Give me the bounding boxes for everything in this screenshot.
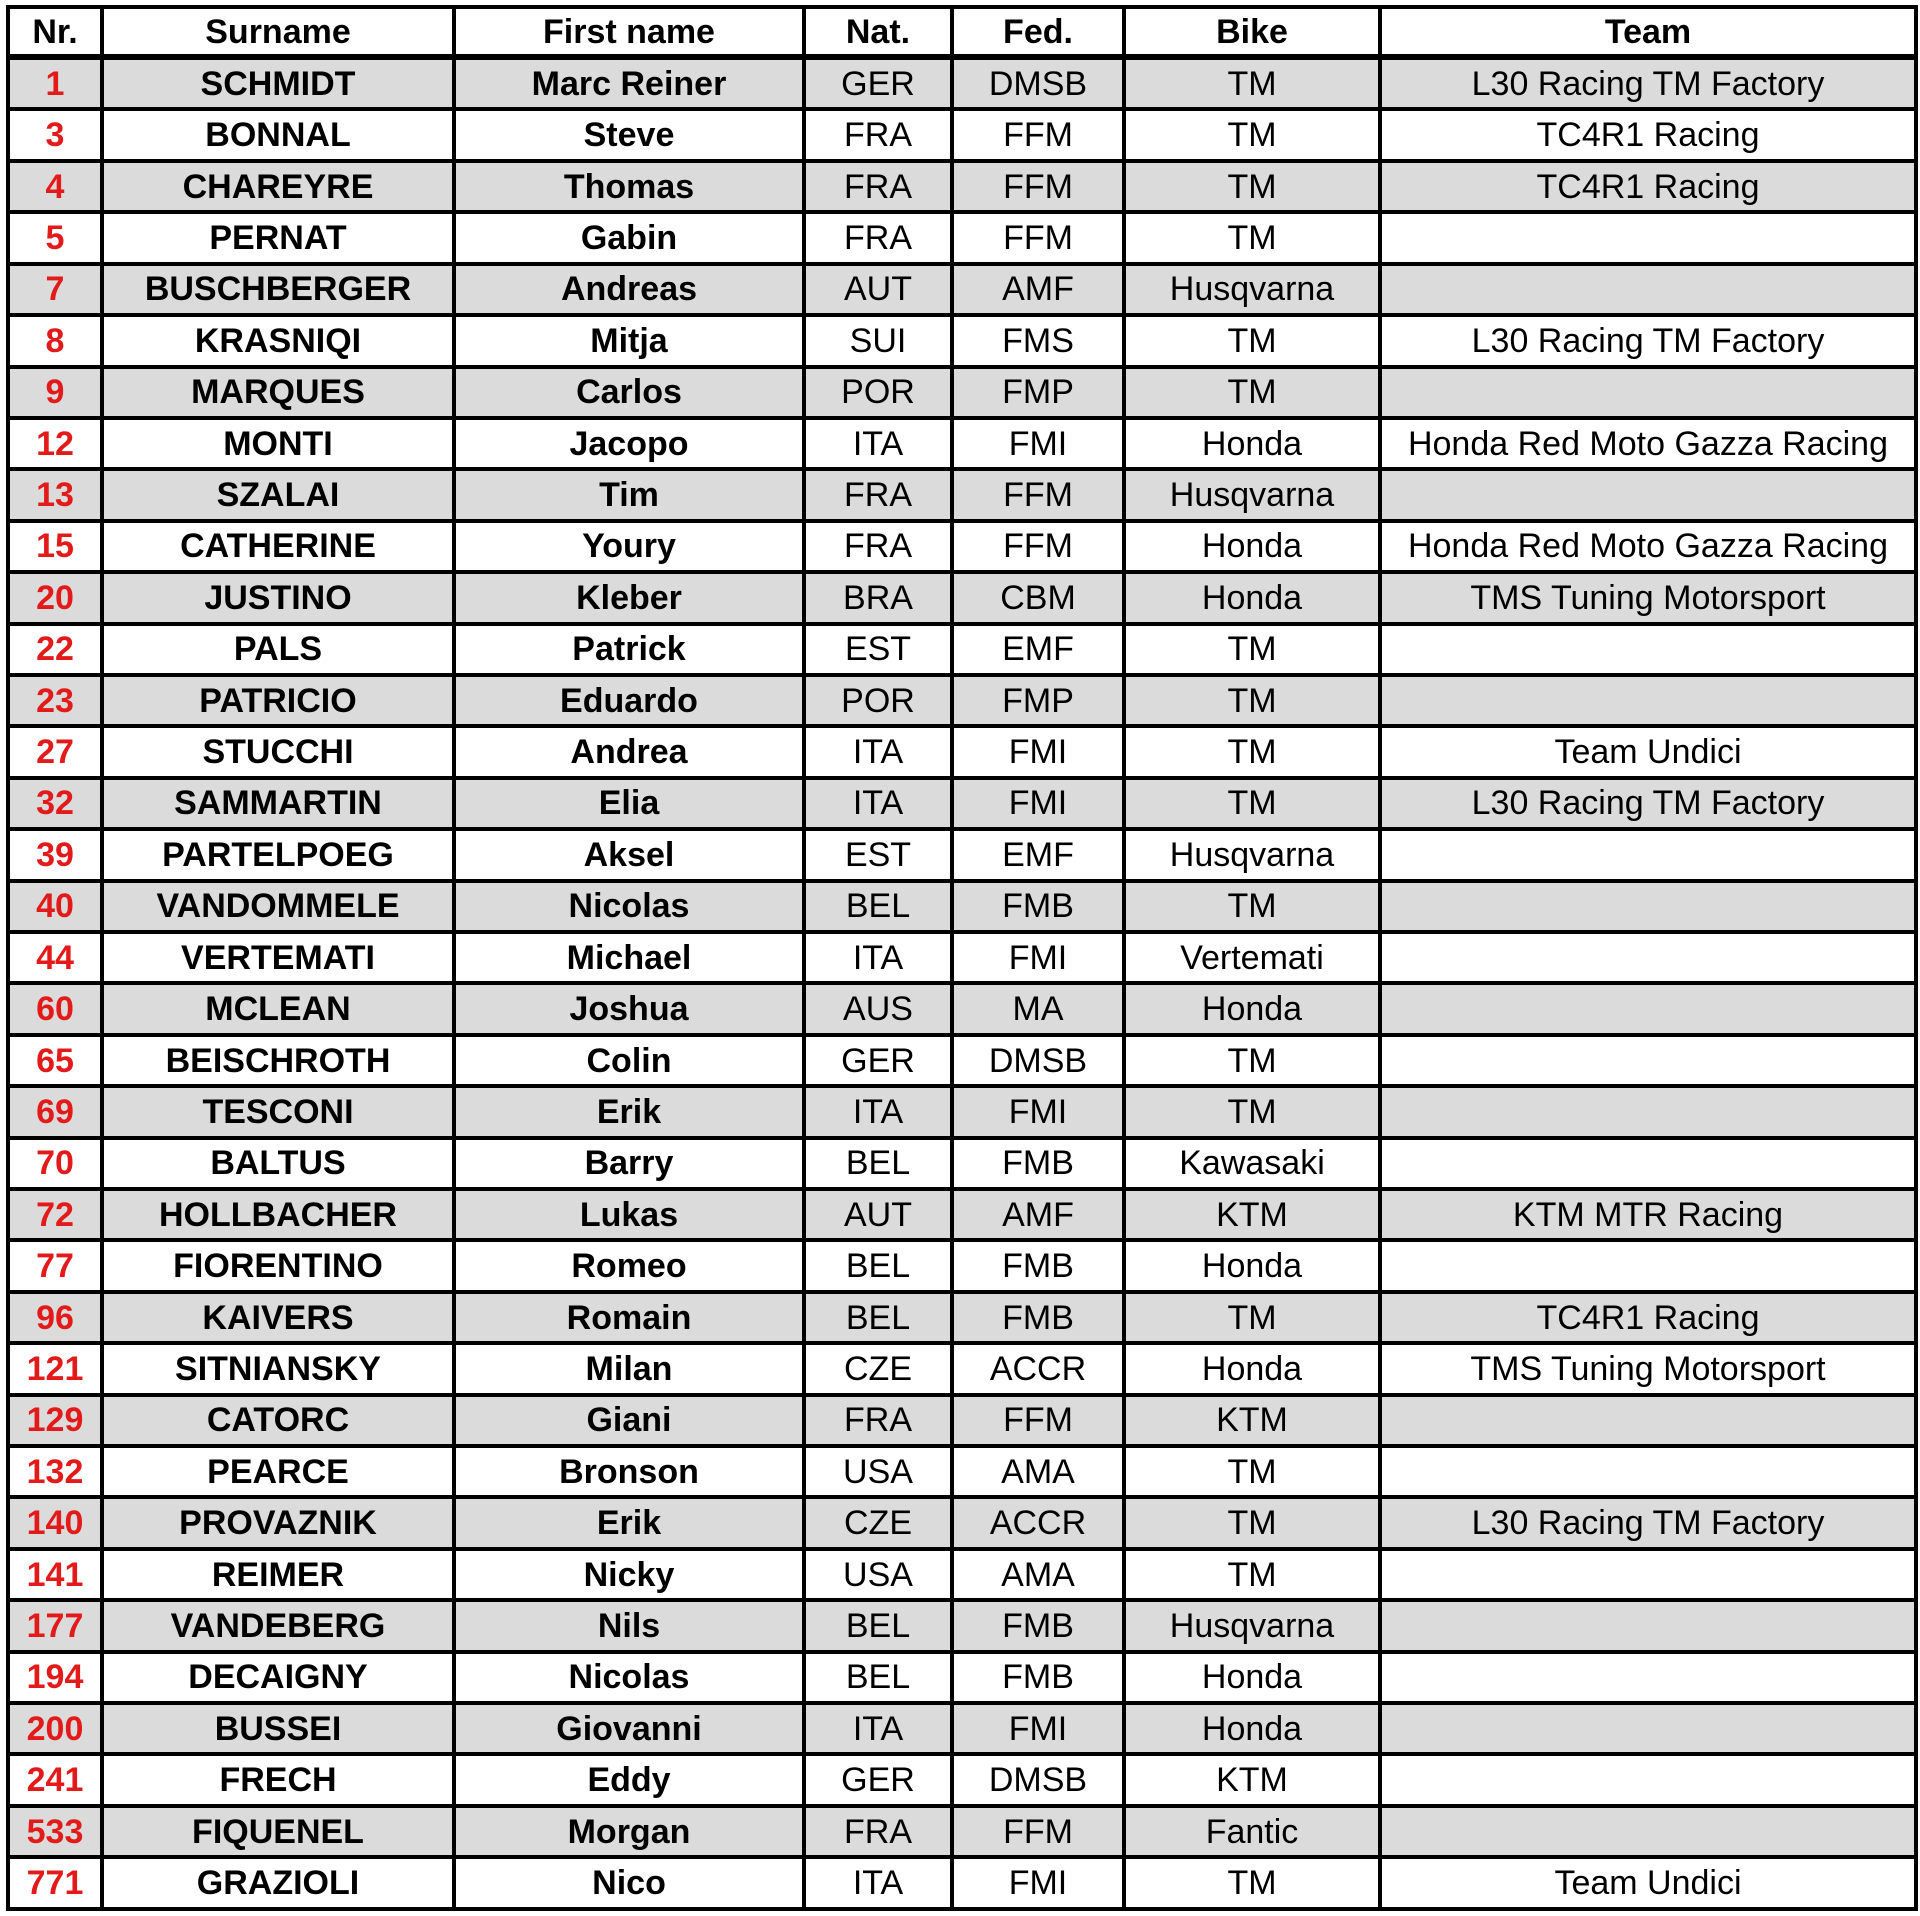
rider-first-name: Tim [454, 469, 804, 520]
rider-surname: BUSCHBERGER [102, 264, 454, 315]
rider-surname: CATORC [102, 1395, 454, 1446]
rider-first-name: Kleber [454, 572, 804, 623]
rider-number: 241 [8, 1754, 102, 1805]
rider-number: 77 [8, 1240, 102, 1291]
rider-nationality: FRA [804, 109, 952, 160]
table-row [8, 1086, 1916, 1137]
rider-number: 3 [8, 109, 102, 160]
rider-bike: Honda [1124, 1703, 1380, 1754]
rider-federation: FMI [952, 726, 1124, 777]
rider-first-name: Youry [454, 521, 804, 572]
rider-first-name: Aksel [454, 829, 804, 880]
rider-surname: FIORENTINO [102, 1240, 454, 1291]
table-row [8, 521, 1916, 572]
rider-surname: BONNAL [102, 109, 454, 160]
rider-team [1380, 1549, 1916, 1600]
rider-first-name: Marc Reiner [454, 57, 804, 109]
rider-first-name: Bronson [454, 1446, 804, 1497]
rider-surname: SAMMARTIN [102, 778, 454, 829]
rider-team [1380, 624, 1916, 675]
table-row [8, 1035, 1916, 1086]
rider-number: 140 [8, 1497, 102, 1548]
rider-first-name: Erik [454, 1086, 804, 1137]
rider-nationality: ITA [804, 1857, 952, 1909]
rider-surname: SITNIANSKY [102, 1343, 454, 1394]
rider-bike: Honda [1124, 418, 1380, 469]
rider-surname: STUCCHI [102, 726, 454, 777]
rider-federation: FMB [952, 1292, 1124, 1343]
rider-federation: EMF [952, 829, 1124, 880]
rider-federation: FMI [952, 1703, 1124, 1754]
table-row [8, 1446, 1916, 1497]
rider-number: 4 [8, 161, 102, 212]
table-row [8, 881, 1916, 932]
rider-bike: TM [1124, 315, 1380, 366]
rider-federation: FFM [952, 161, 1124, 212]
rider-nationality: POR [804, 367, 952, 418]
rider-team: L30 Racing TM Factory [1380, 315, 1916, 366]
rider-first-name: Romeo [454, 1240, 804, 1291]
rider-first-name: Gabin [454, 212, 804, 263]
rider-federation: DMSB [952, 1754, 1124, 1805]
header-surname: Surname [102, 7, 454, 57]
rider-team [1380, 1600, 1916, 1651]
rider-nationality: BEL [804, 1138, 952, 1189]
rider-federation: FMS [952, 315, 1124, 366]
rider-bike: TM [1124, 624, 1380, 675]
rider-first-name: Nicolas [454, 1652, 804, 1703]
table-row [8, 1857, 1916, 1909]
rider-federation: MA [952, 983, 1124, 1034]
rider-first-name: Colin [454, 1035, 804, 1086]
table-row [8, 1189, 1916, 1240]
table-row [8, 572, 1916, 623]
rider-surname: VERTEMATI [102, 932, 454, 983]
rider-first-name: Joshua [454, 983, 804, 1034]
rider-surname: SZALAI [102, 469, 454, 520]
rider-surname: PARTELPOEG [102, 829, 454, 880]
rider-nationality: BEL [804, 1240, 952, 1291]
rider-surname: JUSTINO [102, 572, 454, 623]
rider-number: 9 [8, 367, 102, 418]
rider-number: 65 [8, 1035, 102, 1086]
table-row [8, 1343, 1916, 1394]
rider-team: L30 Racing TM Factory [1380, 778, 1916, 829]
rider-first-name: Jacopo [454, 418, 804, 469]
header-nr: Nr. [8, 7, 102, 57]
rider-federation: FMP [952, 367, 1124, 418]
rider-bike: TM [1124, 1292, 1380, 1343]
rider-surname: BALTUS [102, 1138, 454, 1189]
rider-first-name: Lukas [454, 1189, 804, 1240]
rider-team: L30 Racing TM Factory [1380, 1497, 1916, 1548]
rider-bike: Honda [1124, 1343, 1380, 1394]
rider-number: 70 [8, 1138, 102, 1189]
rider-surname: CATHERINE [102, 521, 454, 572]
rider-team: KTM MTR Racing [1380, 1189, 1916, 1240]
rider-first-name: Steve [454, 109, 804, 160]
table-row [8, 1652, 1916, 1703]
rider-number: 72 [8, 1189, 102, 1240]
rider-bike: TM [1124, 57, 1380, 109]
rider-surname: KRASNIQI [102, 315, 454, 366]
rider-number: 1 [8, 57, 102, 109]
rider-team [1380, 469, 1916, 520]
rider-nationality: EST [804, 624, 952, 675]
rider-first-name: Mitja [454, 315, 804, 366]
table-row [8, 367, 1916, 418]
table-row [8, 264, 1916, 315]
rider-number: 533 [8, 1806, 102, 1857]
rider-nationality: ITA [804, 418, 952, 469]
rider-nationality: BEL [804, 881, 952, 932]
table-row [8, 1754, 1916, 1805]
rider-surname: PROVAZNIK [102, 1497, 454, 1548]
rider-nationality: USA [804, 1446, 952, 1497]
rider-surname: BEISCHROTH [102, 1035, 454, 1086]
rider-federation: AMF [952, 1189, 1124, 1240]
rider-team [1380, 1395, 1916, 1446]
rider-federation: DMSB [952, 57, 1124, 109]
rider-team [1380, 1240, 1916, 1291]
table-row [8, 418, 1916, 469]
rider-federation: FFM [952, 1395, 1124, 1446]
rider-bike: Husqvarna [1124, 469, 1380, 520]
rider-first-name: Romain [454, 1292, 804, 1343]
table-row [8, 1703, 1916, 1754]
rider-federation: CBM [952, 572, 1124, 623]
table-row [8, 829, 1916, 880]
rider-first-name: Nico [454, 1857, 804, 1909]
table-row [8, 1600, 1916, 1651]
table-row [8, 161, 1916, 212]
rider-nationality: ITA [804, 1086, 952, 1137]
rider-bike: TM [1124, 881, 1380, 932]
rider-federation: FMI [952, 1086, 1124, 1137]
table-row [8, 109, 1916, 160]
rider-nationality: AUT [804, 1189, 952, 1240]
rider-first-name: Barry [454, 1138, 804, 1189]
rider-nationality: BEL [804, 1600, 952, 1651]
rider-federation: AMF [952, 264, 1124, 315]
rider-nationality: CZE [804, 1343, 952, 1394]
rider-surname: PATRICIO [102, 675, 454, 726]
rider-surname: DECAIGNY [102, 1652, 454, 1703]
rider-number: 132 [8, 1446, 102, 1497]
rider-first-name: Milan [454, 1343, 804, 1394]
rider-surname: KAIVERS [102, 1292, 454, 1343]
rider-team [1380, 1086, 1916, 1137]
rider-bike: Husqvarna [1124, 829, 1380, 880]
rider-federation: FMI [952, 1857, 1124, 1909]
rider-team: TC4R1 Racing [1380, 109, 1916, 160]
rider-surname: FRECH [102, 1754, 454, 1805]
rider-team: Honda Red Moto Gazza Racing [1380, 418, 1916, 469]
rider-nationality: POR [804, 675, 952, 726]
rider-team: Honda Red Moto Gazza Racing [1380, 521, 1916, 572]
table-row [8, 726, 1916, 777]
rider-number: 44 [8, 932, 102, 983]
table-row [8, 1240, 1916, 1291]
rider-federation: FFM [952, 1806, 1124, 1857]
rider-team [1380, 1703, 1916, 1754]
rider-number: 69 [8, 1086, 102, 1137]
rider-nationality: ITA [804, 932, 952, 983]
rider-number: 22 [8, 624, 102, 675]
table-row [8, 1138, 1916, 1189]
rider-first-name: Morgan [454, 1806, 804, 1857]
rider-federation: FMB [952, 1652, 1124, 1703]
rider-nationality: USA [804, 1549, 952, 1600]
rider-number: 5 [8, 212, 102, 263]
rider-number: 40 [8, 881, 102, 932]
rider-nationality: GER [804, 57, 952, 109]
rider-federation: EMF [952, 624, 1124, 675]
rider-nationality: BEL [804, 1652, 952, 1703]
rider-bike: TM [1124, 1497, 1380, 1548]
header-row [8, 7, 1916, 57]
rider-team: L30 Racing TM Factory [1380, 57, 1916, 109]
rider-surname: PERNAT [102, 212, 454, 263]
rider-number: 129 [8, 1395, 102, 1446]
rider-bike: TM [1124, 726, 1380, 777]
rider-surname: GRAZIOLI [102, 1857, 454, 1909]
header-nat: Nat. [804, 7, 952, 57]
rider-nationality: SUI [804, 315, 952, 366]
rider-team [1380, 932, 1916, 983]
header-team: Team [1380, 7, 1916, 57]
table-body [8, 57, 1916, 1909]
rider-first-name: Elia [454, 778, 804, 829]
rider-bike: KTM [1124, 1189, 1380, 1240]
rider-nationality: AUS [804, 983, 952, 1034]
table-row [8, 624, 1916, 675]
table-row [8, 1806, 1916, 1857]
rider-nationality: CZE [804, 1497, 952, 1548]
rider-first-name: Michael [454, 932, 804, 983]
rider-bike: Honda [1124, 572, 1380, 623]
rider-bike: TM [1124, 367, 1380, 418]
rider-number: 121 [8, 1343, 102, 1394]
rider-entry-table [6, 5, 1918, 1911]
rider-bike: Honda [1124, 1240, 1380, 1291]
rider-team: Team Undici [1380, 1857, 1916, 1909]
header-bike: Bike [1124, 7, 1380, 57]
rider-federation: FMI [952, 778, 1124, 829]
rider-surname: BUSSEI [102, 1703, 454, 1754]
rider-federation: AMA [952, 1549, 1124, 1600]
rider-federation: FMB [952, 1240, 1124, 1291]
rider-bike: KTM [1124, 1395, 1380, 1446]
rider-surname: MARQUES [102, 367, 454, 418]
rider-bike: Honda [1124, 1652, 1380, 1703]
rider-federation: FFM [952, 109, 1124, 160]
rider-nationality: FRA [804, 212, 952, 263]
rider-number: 32 [8, 778, 102, 829]
table-row [8, 212, 1916, 263]
rider-number: 12 [8, 418, 102, 469]
rider-first-name: Eduardo [454, 675, 804, 726]
table-row [8, 1549, 1916, 1600]
rider-bike: TM [1124, 1446, 1380, 1497]
rider-first-name: Carlos [454, 367, 804, 418]
rider-team: TC4R1 Racing [1380, 1292, 1916, 1343]
table-row [8, 675, 1916, 726]
rider-first-name: Nils [454, 1600, 804, 1651]
rider-bike: TM [1124, 1857, 1380, 1909]
rider-team [1380, 264, 1916, 315]
rider-surname: REIMER [102, 1549, 454, 1600]
rider-number: 23 [8, 675, 102, 726]
rider-federation: FMB [952, 1600, 1124, 1651]
rider-number: 20 [8, 572, 102, 623]
rider-number: 771 [8, 1857, 102, 1909]
rider-number: 7 [8, 264, 102, 315]
rider-bike: Fantic [1124, 1806, 1380, 1857]
rider-nationality: FRA [804, 469, 952, 520]
rider-bike: Honda [1124, 983, 1380, 1034]
header-fed: Fed. [952, 7, 1124, 57]
rider-number: 141 [8, 1549, 102, 1600]
table-row [8, 57, 1916, 109]
rider-federation: FFM [952, 521, 1124, 572]
rider-federation: FMB [952, 881, 1124, 932]
rider-team [1380, 1806, 1916, 1857]
rider-number: 200 [8, 1703, 102, 1754]
rider-team [1380, 1446, 1916, 1497]
rider-first-name: Andrea [454, 726, 804, 777]
rider-team [1380, 881, 1916, 932]
rider-number: 96 [8, 1292, 102, 1343]
header-first-name: First name [454, 7, 804, 57]
rider-bike: Honda [1124, 521, 1380, 572]
table-row [8, 1395, 1916, 1446]
rider-nationality: AUT [804, 264, 952, 315]
rider-first-name: Andreas [454, 264, 804, 315]
rider-number: 15 [8, 521, 102, 572]
rider-bike: TM [1124, 675, 1380, 726]
rider-surname: FIQUENEL [102, 1806, 454, 1857]
rider-bike: TM [1124, 161, 1380, 212]
rider-bike: TM [1124, 212, 1380, 263]
rider-bike: TM [1124, 1035, 1380, 1086]
rider-team [1380, 675, 1916, 726]
rider-first-name: Patrick [454, 624, 804, 675]
rider-bike: Husqvarna [1124, 1600, 1380, 1651]
table-row [8, 1497, 1916, 1548]
rider-bike: TM [1124, 1549, 1380, 1600]
rider-nationality: ITA [804, 726, 952, 777]
rider-team [1380, 829, 1916, 880]
rider-surname: TESCONI [102, 1086, 454, 1137]
rider-nationality: BRA [804, 572, 952, 623]
rider-number: 13 [8, 469, 102, 520]
rider-nationality: EST [804, 829, 952, 880]
rider-nationality: FRA [804, 521, 952, 572]
rider-bike: TM [1124, 1086, 1380, 1137]
rider-first-name: Giani [454, 1395, 804, 1446]
table-row [8, 778, 1916, 829]
rider-surname: MCLEAN [102, 983, 454, 1034]
table-row [8, 469, 1916, 520]
rider-team: TMS Tuning Motorsport [1380, 572, 1916, 623]
rider-first-name: Erik [454, 1497, 804, 1548]
rider-team [1380, 212, 1916, 263]
rider-bike: Kawasaki [1124, 1138, 1380, 1189]
rider-surname: CHAREYRE [102, 161, 454, 212]
table-row [8, 983, 1916, 1034]
rider-federation: FFM [952, 212, 1124, 263]
rider-first-name: Nicolas [454, 881, 804, 932]
table-header [8, 7, 1916, 57]
rider-surname: MONTI [102, 418, 454, 469]
rider-surname: VANDOMMELE [102, 881, 454, 932]
rider-team: TC4R1 Racing [1380, 161, 1916, 212]
rider-team [1380, 1138, 1916, 1189]
table-row [8, 932, 1916, 983]
rider-nationality: FRA [804, 1395, 952, 1446]
rider-team [1380, 1035, 1916, 1086]
rider-surname: PEARCE [102, 1446, 454, 1497]
rider-number: 194 [8, 1652, 102, 1703]
rider-number: 60 [8, 983, 102, 1034]
rider-surname: HOLLBACHER [102, 1189, 454, 1240]
rider-number: 39 [8, 829, 102, 880]
rider-team [1380, 1754, 1916, 1805]
rider-bike: Husqvarna [1124, 264, 1380, 315]
rider-bike: KTM [1124, 1754, 1380, 1805]
rider-first-name: Nicky [454, 1549, 804, 1600]
table-row [8, 315, 1916, 366]
rider-nationality: FRA [804, 1806, 952, 1857]
rider-number: 177 [8, 1600, 102, 1651]
rider-first-name: Thomas [454, 161, 804, 212]
rider-team [1380, 367, 1916, 418]
rider-nationality: FRA [804, 161, 952, 212]
rider-federation: DMSB [952, 1035, 1124, 1086]
rider-surname: SCHMIDT [102, 57, 454, 109]
rider-surname: VANDEBERG [102, 1600, 454, 1651]
rider-surname: PALS [102, 624, 454, 675]
rider-federation: FMI [952, 932, 1124, 983]
rider-number: 8 [8, 315, 102, 366]
rider-team [1380, 1652, 1916, 1703]
rider-nationality: ITA [804, 778, 952, 829]
rider-team: Team Undici [1380, 726, 1916, 777]
rider-first-name: Giovanni [454, 1703, 804, 1754]
rider-nationality: BEL [804, 1292, 952, 1343]
rider-number: 27 [8, 726, 102, 777]
rider-nationality: GER [804, 1754, 952, 1805]
rider-bike: TM [1124, 109, 1380, 160]
table-row [8, 1292, 1916, 1343]
rider-team [1380, 983, 1916, 1034]
rider-bike: Vertemati [1124, 932, 1380, 983]
rider-federation: FFM [952, 469, 1124, 520]
rider-federation: ACCR [952, 1497, 1124, 1548]
rider-federation: AMA [952, 1446, 1124, 1497]
rider-team: TMS Tuning Motorsport [1380, 1343, 1916, 1394]
rider-bike: TM [1124, 778, 1380, 829]
rider-nationality: ITA [804, 1703, 952, 1754]
rider-federation: FMB [952, 1138, 1124, 1189]
rider-federation: FMI [952, 418, 1124, 469]
rider-nationality: GER [804, 1035, 952, 1086]
rider-federation: FMP [952, 675, 1124, 726]
rider-federation: ACCR [952, 1343, 1124, 1394]
rider-first-name: Eddy [454, 1754, 804, 1805]
